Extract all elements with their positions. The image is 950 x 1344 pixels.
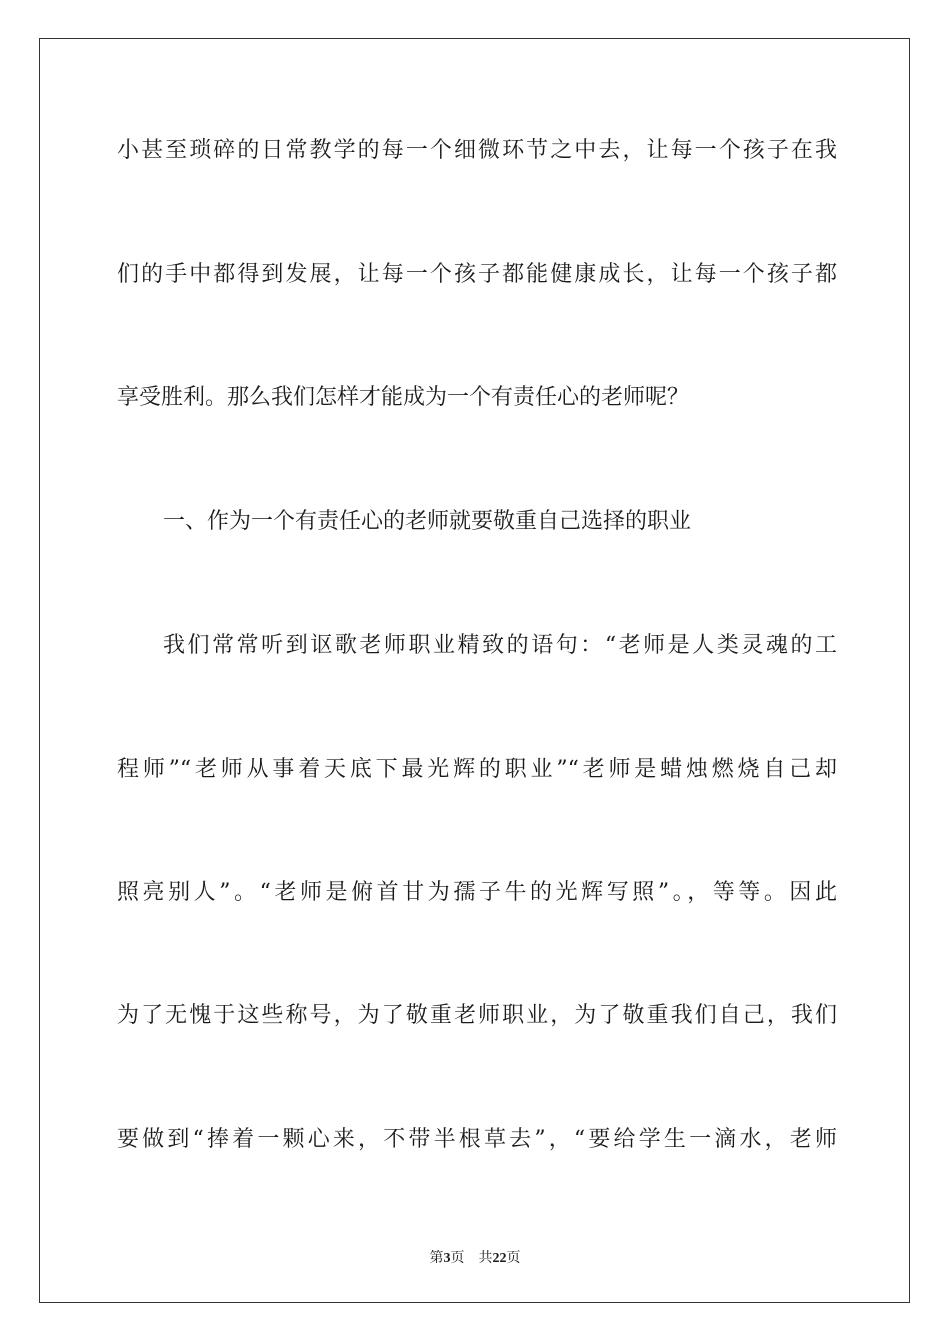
total-label-suffix: 页 — [506, 1251, 521, 1266]
current-page-number: 3 — [443, 1251, 451, 1266]
total-label-prefix: 共 — [478, 1251, 493, 1266]
body-text-line: 我们常常听到讴歌老师职业精致的语句：“老师是人类灵魂的工 — [163, 633, 837, 658]
body-text-line: 们的手中都得到发展，让每一个孩子都能健康成长，让每一个孩子都 — [117, 262, 837, 287]
page-label-prefix: 第 — [429, 1251, 444, 1266]
body-text-line: 要做到“捧着一颗心来，不带半根草去”，“要给学生一滴水，老师 — [117, 1127, 837, 1152]
body-text-line: 小甚至琐碎的日常教学的每一个细微环节之中去，让每一个孩子在我 — [117, 138, 837, 163]
page-footer — [0, 1247, 950, 1267]
section-heading: 一、作为一个有责任心的老师就要敬重自己选择的职业 — [163, 509, 692, 534]
body-text-line: 程师”“老师从事着天底下最光辉的职业”“老师是蜡烛燃烧自己却 — [117, 757, 837, 782]
body-text-line: 享受胜利。那么我们怎样才能成为一个有责任心的老师呢？ — [117, 385, 690, 410]
body-text-line: 照亮别人”。“老师是俯首甘为孺子牛的光辉写照”。，等等。因此 — [117, 880, 837, 905]
total-pages-number: 22 — [492, 1251, 507, 1266]
page-border — [39, 38, 910, 1303]
page-label-suffix: 页 — [450, 1251, 465, 1266]
body-text-line: 为了无愧于这些称号，为了敬重老师职业，为了敬重我们自己，我们 — [117, 1003, 837, 1028]
